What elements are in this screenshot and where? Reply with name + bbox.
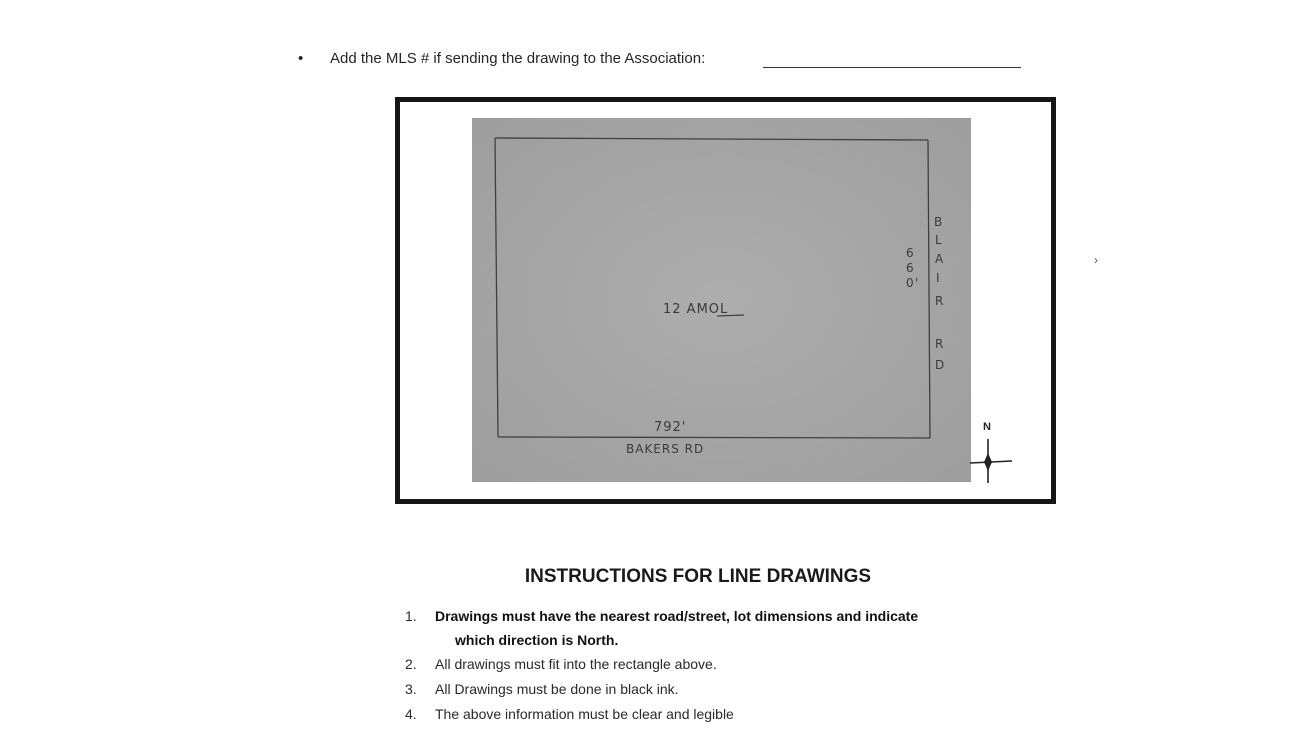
north-indicator-label: N [983,421,991,433]
bottom-road-name: BAKERS RD [626,442,705,456]
instruction-text: All drawings must fit into the rectangle above. [435,656,717,672]
lot-top-edge [495,138,928,140]
instruction-text: All Drawings must be done in black ink. [435,681,679,697]
side-road-char: R [935,337,944,351]
lot-sketch-scan [472,118,971,482]
lot-boundary-drawing [472,118,971,482]
instruction-text: The above information must be clear and legible [435,706,734,722]
side-dimension-char: 0 [906,276,914,290]
instruction-text: Drawings must have the nearest road/street, lot dimensions and indicate [435,608,919,624]
instruction-number: 4. [405,706,417,722]
instruction-number: 3. [405,681,417,697]
lot-area-label: 12 AMOL [663,302,729,317]
compass-arrow-icon [968,437,1014,485]
mls-instruction-text: Add the MLS # if sending the drawing to the Association: [330,50,706,67]
side-dimension-char: 6 [906,261,914,275]
side-road-char: I [936,271,940,285]
mls-number-blank-line[interactable] [763,67,1021,68]
stray-scan-mark: › [1094,253,1098,267]
lot-right-edge [928,140,930,438]
lot-left-edge [495,138,498,437]
lot-bottom-edge [498,437,930,438]
side-road-char: L [935,233,942,247]
instruction-number: 2. [405,656,417,672]
instruction-text: which direction is North. [455,632,619,648]
bullet-point: • [298,50,304,67]
side-road-char: B [934,215,943,229]
side-road-char: D [935,358,945,372]
instruction-number: 1. [405,608,417,624]
side-dimension-char: 6 [906,246,914,260]
bottom-dimension-label: 792' [654,420,687,435]
side-road-char: A [935,252,944,266]
instructions-heading: INSTRUCTIONS FOR LINE DRAWINGS [524,566,872,587]
side-road-char: R [935,294,944,308]
side-dimension-char: ' [915,276,919,290]
